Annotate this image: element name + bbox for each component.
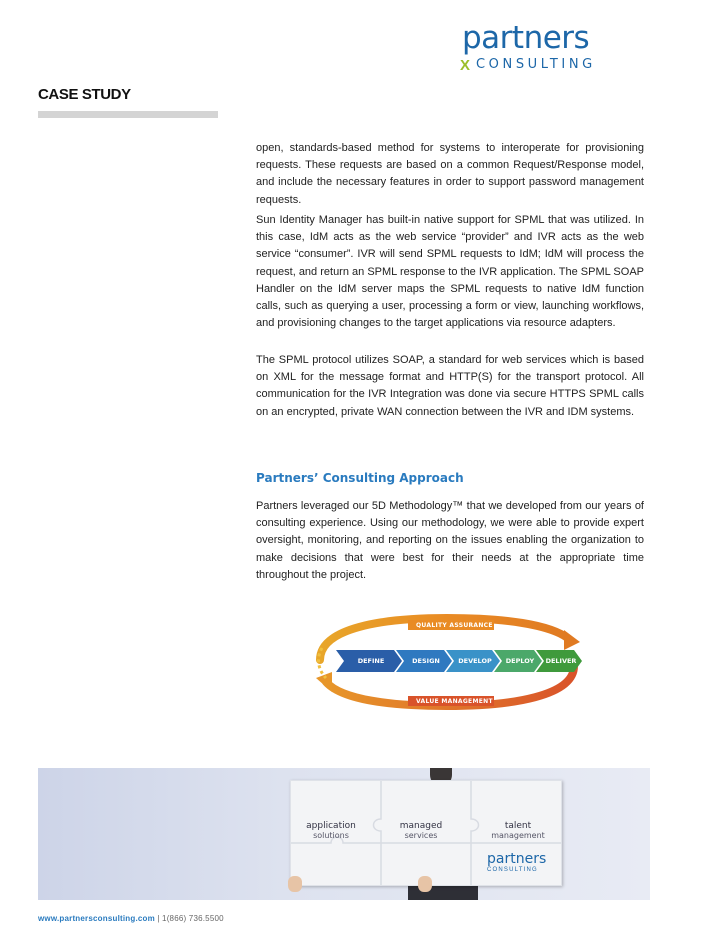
mini-logo-sub: CONSULTING	[487, 867, 538, 873]
puzzle-board	[290, 780, 562, 886]
piece-line-1: managed	[399, 821, 443, 831]
puzzle-piece-talent-management	[483, 821, 553, 840]
section-heading: Partners’ Consulting Approach	[256, 471, 464, 485]
logo-subtitle: CONSULTING	[476, 57, 596, 72]
footer-separator: |	[154, 914, 163, 923]
case-study-title: CASE STUDY	[38, 86, 131, 103]
puzzle-piece-application-solutions	[299, 821, 363, 840]
body-paragraph-1	[256, 140, 644, 209]
paragraph-text: Partners leveraged our 5D Methodology™ that we developed from our years of consulting experience. Using our methodology, we were able to provide expert oversight, monitoring, and reporting on the issues enabling the organization to make decisions that were best for their needs at the appropriate time throughout the project.	[256, 500, 644, 581]
piece-line-2: services	[404, 831, 438, 840]
step-define: DEFINE	[357, 657, 385, 665]
paragraph-text: The SPML protocol utilizes SOAP, a standard for web services which is based on XML for the message format and HTTP(S) for the transport protocol. All communication for the IVR Integration was done via secure HTTPS SPML calls on an encrypted, private WAN connection between the IVR and IDM systems.	[256, 354, 644, 418]
body-paragraph-3	[256, 352, 644, 421]
title-underline-bar	[38, 111, 218, 118]
quality-assurance-label: QUALITY ASSURANCE	[416, 622, 493, 629]
puzzle-board-photo	[38, 768, 650, 900]
paragraph-text: open, standards-based method for systems to interoperate for provisioning requests. These requests are based on a common Request/Response model, and include the necessary features in order to support password management requests.	[256, 142, 644, 206]
board-mini-logo	[487, 851, 546, 873]
piece-line-1: talent	[504, 821, 532, 831]
mini-logo-word: partners	[487, 851, 547, 867]
right-hand	[418, 876, 432, 892]
left-hand	[288, 876, 302, 892]
piece-line-1: application	[306, 821, 356, 831]
step-develop: DEVELOP	[458, 657, 492, 665]
logo-x-mark: X	[460, 57, 471, 74]
piece-line-2: solutions	[313, 831, 349, 840]
footer	[38, 914, 224, 923]
methodology-diagram	[312, 608, 582, 718]
step-deliver: DELIVER	[545, 657, 577, 665]
body-paragraph-4	[256, 498, 644, 584]
footer-website-link[interactable]: www.partnersconsulting.com	[38, 914, 155, 923]
logo-word: partners	[462, 20, 590, 56]
puzzle-piece-managed-services	[391, 821, 451, 840]
step-design: DESIGN	[412, 657, 440, 665]
value-management-label: VALUE MANAGEMENT	[416, 698, 493, 705]
body-paragraph-2	[256, 212, 644, 332]
piece-line-2: management	[491, 831, 545, 840]
footer-phone: 1(866) 736.5500	[162, 914, 224, 923]
step-deploy: DEPLOY	[505, 657, 535, 665]
partners-consulting-logo	[458, 22, 638, 74]
paragraph-text: Sun Identity Manager has built-in native support for SPML that was utilized. In this case, IdM acts as the web service “provider” and IVR acts as the web service “consumer”. IVR will send SPML requests to IdM; IdM will process the request, and return an SPML response to the IVR application. The SPML SOAP Handler on the IdM server maps the SPML requests to native IdM function calls, such as querying a user, processing a form or view, launching workflows, and provisioning changes to the target applications via resource adapters.	[256, 214, 644, 330]
